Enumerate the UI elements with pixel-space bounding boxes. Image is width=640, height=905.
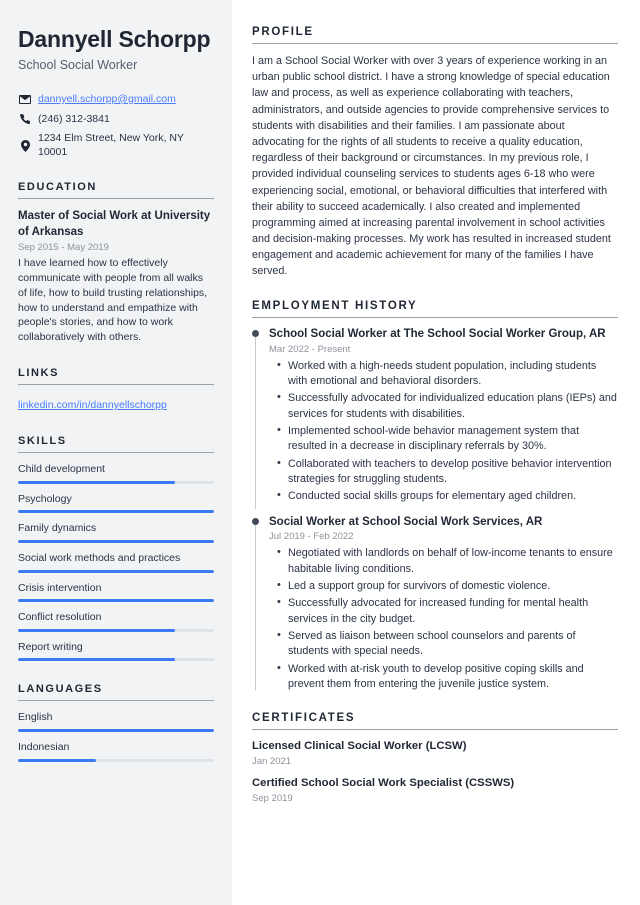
job-point: • Led a support group for survivors of domestic violence. bbox=[288, 579, 618, 594]
job-points bbox=[269, 359, 618, 505]
languages-list bbox=[18, 711, 214, 761]
contact-list bbox=[18, 93, 214, 160]
skill-label: Social work methods and practices bbox=[18, 552, 181, 565]
skill-item bbox=[18, 552, 214, 573]
skill-label: Report writing bbox=[18, 640, 83, 653]
education-description: I have learned how to effectively communicate with people from all walks of life, how to build trusting relationships, how to understand and empathize with people's stories, and how to work collaboratively with others. bbox=[18, 256, 208, 344]
profile-section bbox=[252, 26, 618, 280]
job-title: Social Worker at School Social Work Services, AR bbox=[269, 515, 543, 528]
skill-bar-fill bbox=[18, 658, 175, 661]
skill-bar-track bbox=[18, 629, 214, 632]
certificates-section bbox=[252, 712, 618, 803]
language-label: Indonesian bbox=[18, 741, 70, 754]
skill-bar-fill bbox=[18, 540, 214, 543]
job-entry bbox=[252, 515, 618, 693]
timeline-bullet-icon bbox=[252, 330, 259, 337]
skill-label: Conflict resolution bbox=[18, 611, 102, 624]
skill-item bbox=[18, 522, 214, 543]
phone-icon bbox=[18, 113, 32, 125]
contact-phone bbox=[18, 113, 214, 127]
certificate-date: Sep 2019 bbox=[252, 792, 293, 804]
language-bar-fill bbox=[18, 729, 214, 732]
skill-label: Crisis intervention bbox=[18, 581, 102, 594]
employment-timeline bbox=[252, 327, 618, 693]
languages-section bbox=[18, 683, 214, 761]
skill-bar-fill bbox=[18, 510, 214, 513]
job-point: • Worked with at-risk youth to develop positive coping skills and prevent them from entering the juvenile justice system. bbox=[288, 662, 618, 693]
certificate-title: Licensed Clinical Social Worker (LCSW) bbox=[252, 740, 467, 753]
language-label: English bbox=[18, 711, 53, 724]
contact-address bbox=[18, 132, 214, 159]
language-bar-track bbox=[18, 759, 214, 762]
certificate-date: Jan 2021 bbox=[252, 756, 292, 768]
skill-bar-track bbox=[18, 570, 214, 573]
profile-text: I am a School Social Worker with over 3 years of experience working in an urban public school district. I have a strong knowledge of special education law and process, as well as experience collaborating with teachers, administrators, and outside agencies to provide comprehensive services to students with disabilities and their families. I am passionate about advocating for the rights of all students to receive a quality education, regardless of their background or circumstances. In my previous role, I provided individual counseling services to students ages 6-18 who were experiencing social, emotional, or behavioral difficulties that interfered with their ability to succeed academically. I also created and implemented programming aimed at increasing parental involvement in school activities and decision-making processes. My work has resulted in increased student engagement and academic achievement for many of the families I have served. bbox=[252, 55, 611, 278]
job-entry bbox=[252, 327, 618, 505]
certificate-item bbox=[252, 739, 618, 767]
skill-bar-track bbox=[18, 510, 214, 513]
skill-label: Family dynamics bbox=[18, 522, 97, 535]
candidate-name: Dannyell Schorpp bbox=[18, 26, 211, 52]
job-point: • Successfully advocated for increased funding for mental health services in the city budget. bbox=[288, 596, 618, 627]
candidate-job-title: School Social Worker bbox=[18, 57, 138, 72]
skill-bar-fill bbox=[18, 599, 214, 602]
skill-bar-fill bbox=[18, 481, 175, 484]
location-pin-icon bbox=[18, 140, 32, 152]
language-item bbox=[18, 711, 214, 732]
certificate-item bbox=[252, 776, 618, 804]
job-point: • Worked with a high-needs student population, including students with emotional and behavioral disorders. bbox=[288, 359, 618, 390]
links-rule bbox=[18, 384, 214, 385]
sidebar bbox=[0, 0, 232, 905]
skill-item bbox=[18, 611, 214, 632]
education-heading: EDUCATION bbox=[18, 181, 97, 194]
education-title: Master of Social Work at University of Arkansas bbox=[18, 210, 211, 238]
profile-rule bbox=[252, 43, 618, 44]
skills-rule bbox=[18, 452, 214, 453]
job-point: • Collaborated with teachers to develop positive behavior intervention strategies for struggling students. bbox=[288, 457, 618, 488]
language-bar-track bbox=[18, 729, 214, 732]
education-entry bbox=[18, 209, 214, 345]
skills-section bbox=[18, 435, 214, 661]
skill-item bbox=[18, 493, 214, 514]
education-section bbox=[18, 181, 214, 345]
skill-label: Psychology bbox=[18, 492, 72, 505]
job-point: • Implemented school-wide behavior management system that resulted in a decrease in disciplinary referrals by 30%. bbox=[288, 424, 618, 455]
job-point: • Served as liaison between school counselors and parents of students with special needs. bbox=[288, 629, 618, 660]
skill-bar-track bbox=[18, 481, 214, 484]
contact-email[interactable] bbox=[18, 93, 214, 107]
skill-bar-track bbox=[18, 599, 214, 602]
skill-item bbox=[18, 582, 214, 603]
skill-item bbox=[18, 641, 214, 662]
skill-bar-fill bbox=[18, 570, 214, 573]
skill-bar-track bbox=[18, 658, 214, 661]
job-point: • Conducted social skills groups for elementary aged children. bbox=[288, 489, 618, 504]
envelope-icon bbox=[18, 94, 32, 106]
timeline-bullet-icon bbox=[252, 518, 259, 525]
employment-rule bbox=[252, 317, 618, 318]
skills-heading: SKILLS bbox=[18, 435, 67, 448]
education-date: Sep 2015 - May 2019 bbox=[18, 241, 109, 253]
contact-address-text: 1234 Elm Street, New York, NY 10001 bbox=[38, 132, 184, 158]
certificates-heading: CERTIFICATES bbox=[252, 712, 356, 725]
contact-email-text[interactable]: dannyell.schorpp@gmail.com bbox=[38, 92, 176, 105]
skills-list bbox=[18, 463, 214, 661]
links-heading: LINKS bbox=[18, 367, 59, 380]
education-rule bbox=[18, 198, 214, 199]
link-linkedin[interactable]: linkedin.com/in/dannyellschorpp bbox=[18, 399, 167, 412]
job-date: Jul 2019 - Feb 2022 bbox=[269, 531, 354, 543]
languages-heading: LANGUAGES bbox=[18, 683, 103, 696]
skill-bar-fill bbox=[18, 629, 175, 632]
certificate-title: Certified School Social Work Specialist (CSSWS) bbox=[252, 777, 515, 790]
language-item bbox=[18, 741, 214, 762]
main-content bbox=[232, 0, 640, 905]
links-section bbox=[18, 367, 214, 413]
job-point: • Successfully advocated for individualized education plans (IEPs) and services for students with disabilities. bbox=[288, 391, 618, 422]
skill-item bbox=[18, 463, 214, 484]
contact-phone-text: (246) 312-3841 bbox=[38, 112, 110, 125]
certificates-rule bbox=[252, 729, 618, 730]
job-points bbox=[269, 546, 618, 692]
employment-heading: EMPLOYMENT HISTORY bbox=[252, 299, 418, 312]
profile-heading: PROFILE bbox=[252, 26, 314, 38]
skill-label: Child development bbox=[18, 463, 105, 476]
job-date: Mar 2022 - Present bbox=[269, 343, 351, 355]
employment-section bbox=[252, 300, 618, 693]
language-bar-fill bbox=[18, 759, 96, 762]
job-point: • Negotiated with landlords on behalf of low-income tenants to ensure habitable living conditions. bbox=[288, 546, 618, 577]
languages-rule bbox=[18, 700, 214, 701]
skill-bar-track bbox=[18, 540, 214, 543]
job-title: School Social Worker at The School Social Worker Group, AR bbox=[269, 327, 606, 340]
